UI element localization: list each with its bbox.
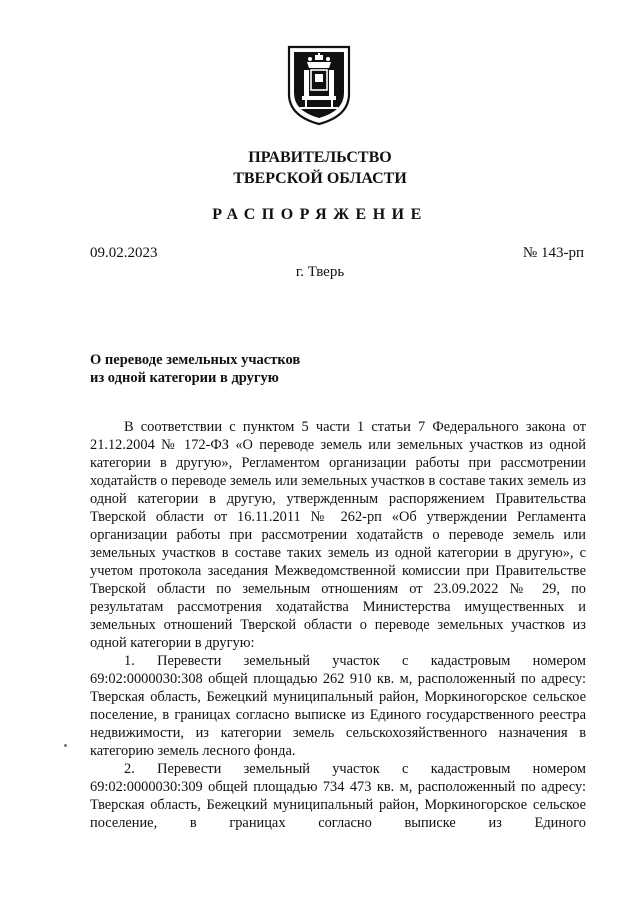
document-number: № 143-рп xyxy=(522,245,584,261)
document-type-title: РАСПОРЯЖЕНИЕ xyxy=(212,206,428,223)
body-item-2: 2. Перевести земельный участок с кадастровым номером 69:02:0000030:309 общей площадью 734 473 кв. м, расположенный по адресу: Тверская область, Бежецкий муниципальный район, Моркиногорское сельское поселение, в границах согласно выписке из Единого xyxy=(90,761,586,831)
document-city: г. Тверь xyxy=(295,264,345,280)
body-intro-paragraph: В соответствии с пунктом 5 части 1 статьи 7 Федерального закона от 21.12.2004 № 172-ФЗ «О переводе земель или земельных участков из одной категории в другую», Регламентом организации работы при рассмотрении ходатайств о переводе земель или земельных участков в составе таких земель из одной категории в другую, утвержденным распоряжением Правительства Тверской области от 16.11.2011 № 262-рп «Об утверждении Регламента организации работы при рассмотрении ходатайств о переводе земель или земельных участков в составе таких земель из одной категории в другую», с учетом протокола заседания Межведомственной комиссии при Правительстве Тверской области по земельным отношениям от 23.09.2022 № 29, по результатам рассмотрения ходатайства Министерства имущественных и земельных отношений Тверской области о переводе земельных участков из одной категории в другую: xyxy=(90,419,586,651)
scan-speck xyxy=(64,744,67,747)
organization-title-line2: ТВЕРСКОЙ ОБЛАСТИ xyxy=(233,170,407,187)
document-date: 09.02.2023 xyxy=(90,245,158,261)
subject-line2: из одной категории в другую xyxy=(90,370,279,386)
document-body xyxy=(90,418,586,832)
subject-line1: О переводе земельных участков xyxy=(90,352,301,368)
body-item-1: 1. Перевести земельный участок с кадастровым номером 69:02:0000030:308 общей площадью 262 910 кв. м, расположенный по адресу: Тверская область, Бежецкий муниципальный район, Моркиногорское сельское поселение, в границах согласно выписке из Единого государственного реестра недвижимости, из категории земель сельскохозяйственного назначения в категорию земель лесного фонда. xyxy=(90,653,586,759)
document-subject xyxy=(90,351,300,387)
tver-coat-of-arms-icon xyxy=(286,44,352,126)
organization-title-line1: ПРАВИТЕЛЬСТВО xyxy=(248,149,392,166)
